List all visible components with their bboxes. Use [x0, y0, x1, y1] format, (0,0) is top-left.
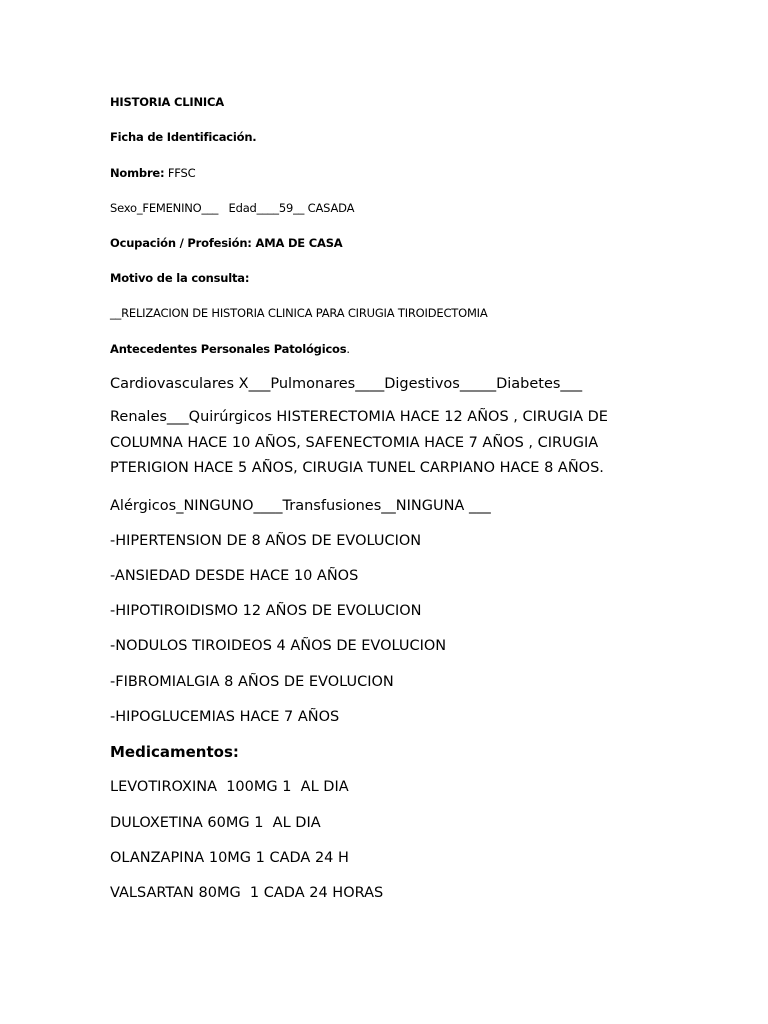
- name-label: Nombre:: [110, 166, 165, 180]
- allergies-line: Alérgicos_NINGUNO____Transfusiones__NINGUNA ___: [110, 498, 491, 514]
- name-value: FFSC: [164, 166, 196, 180]
- condition-item: -HIPOTIROIDISMO 12 AÑOS DE EVOLUCION: [110, 603, 422, 619]
- occupation-line: Ocupación / Profesión: AMA DE CASA: [110, 236, 343, 250]
- reason-label: Motivo de la consulta:: [110, 271, 250, 285]
- identification-heading: Ficha de Identificación.: [110, 130, 257, 144]
- condition-item: -FIBROMIALGIA 8 AÑOS DE EVOLUCION: [110, 674, 394, 690]
- reason-value: __RELIZACION DE HISTORIA CLINICA PARA CIRUGIA TIROIDECTOMIA: [110, 306, 488, 320]
- medication-item: DULOXETINA 60MG 1 AL DIA: [110, 815, 321, 831]
- pathological-line: [110, 342, 350, 356]
- condition-item: -NODULOS TIROIDEOS 4 AÑOS DE EVOLUCION: [110, 638, 447, 654]
- pathological-label: Antecedentes Personales Patológicos: [110, 342, 347, 356]
- cardio-line: Cardiovasculares X___Pulmonares____Digestivos_____Diabetes___: [110, 376, 583, 392]
- condition-item: -HIPERTENSION DE 8 AÑOS DE EVOLUCION: [110, 533, 422, 549]
- document-title: HISTORIA CLINICA: [110, 95, 224, 109]
- renal-surgical-paragraph: Renales___Quirúrgicos HISTERECTOMIA HACE 12 AÑOS , CIRUGIA DE COLUMNA HACE 10 AÑOS, SAFENECTOMIA HACE 7 AÑOS , CIRUGIA PTERIGION HACE 5 AÑOS, CIRUGIA TUNEL CARPIANO HACE 8 AÑOS.: [110, 409, 608, 476]
- medication-item: VALSARTAN 80MG 1 CADA 24 HORAS: [110, 885, 384, 901]
- name-line: [110, 166, 195, 180]
- sex-age-line: Sexo_FEMENINO___ Edad____59__ CASADA: [110, 201, 355, 215]
- condition-item: -ANSIEDAD DESDE HACE 10 AÑOS: [110, 568, 359, 584]
- medication-item: LEVOTIROXINA 100MG 1 AL DIA: [110, 779, 349, 795]
- pathological-period: .: [346, 342, 350, 356]
- medication-item: OLANZAPINA 10MG 1 CADA 24 H: [110, 850, 349, 866]
- condition-item: -HIPOGLUCEMIAS HACE 7 AÑOS: [110, 709, 340, 725]
- medications-heading: Medicamentos:: [110, 743, 239, 761]
